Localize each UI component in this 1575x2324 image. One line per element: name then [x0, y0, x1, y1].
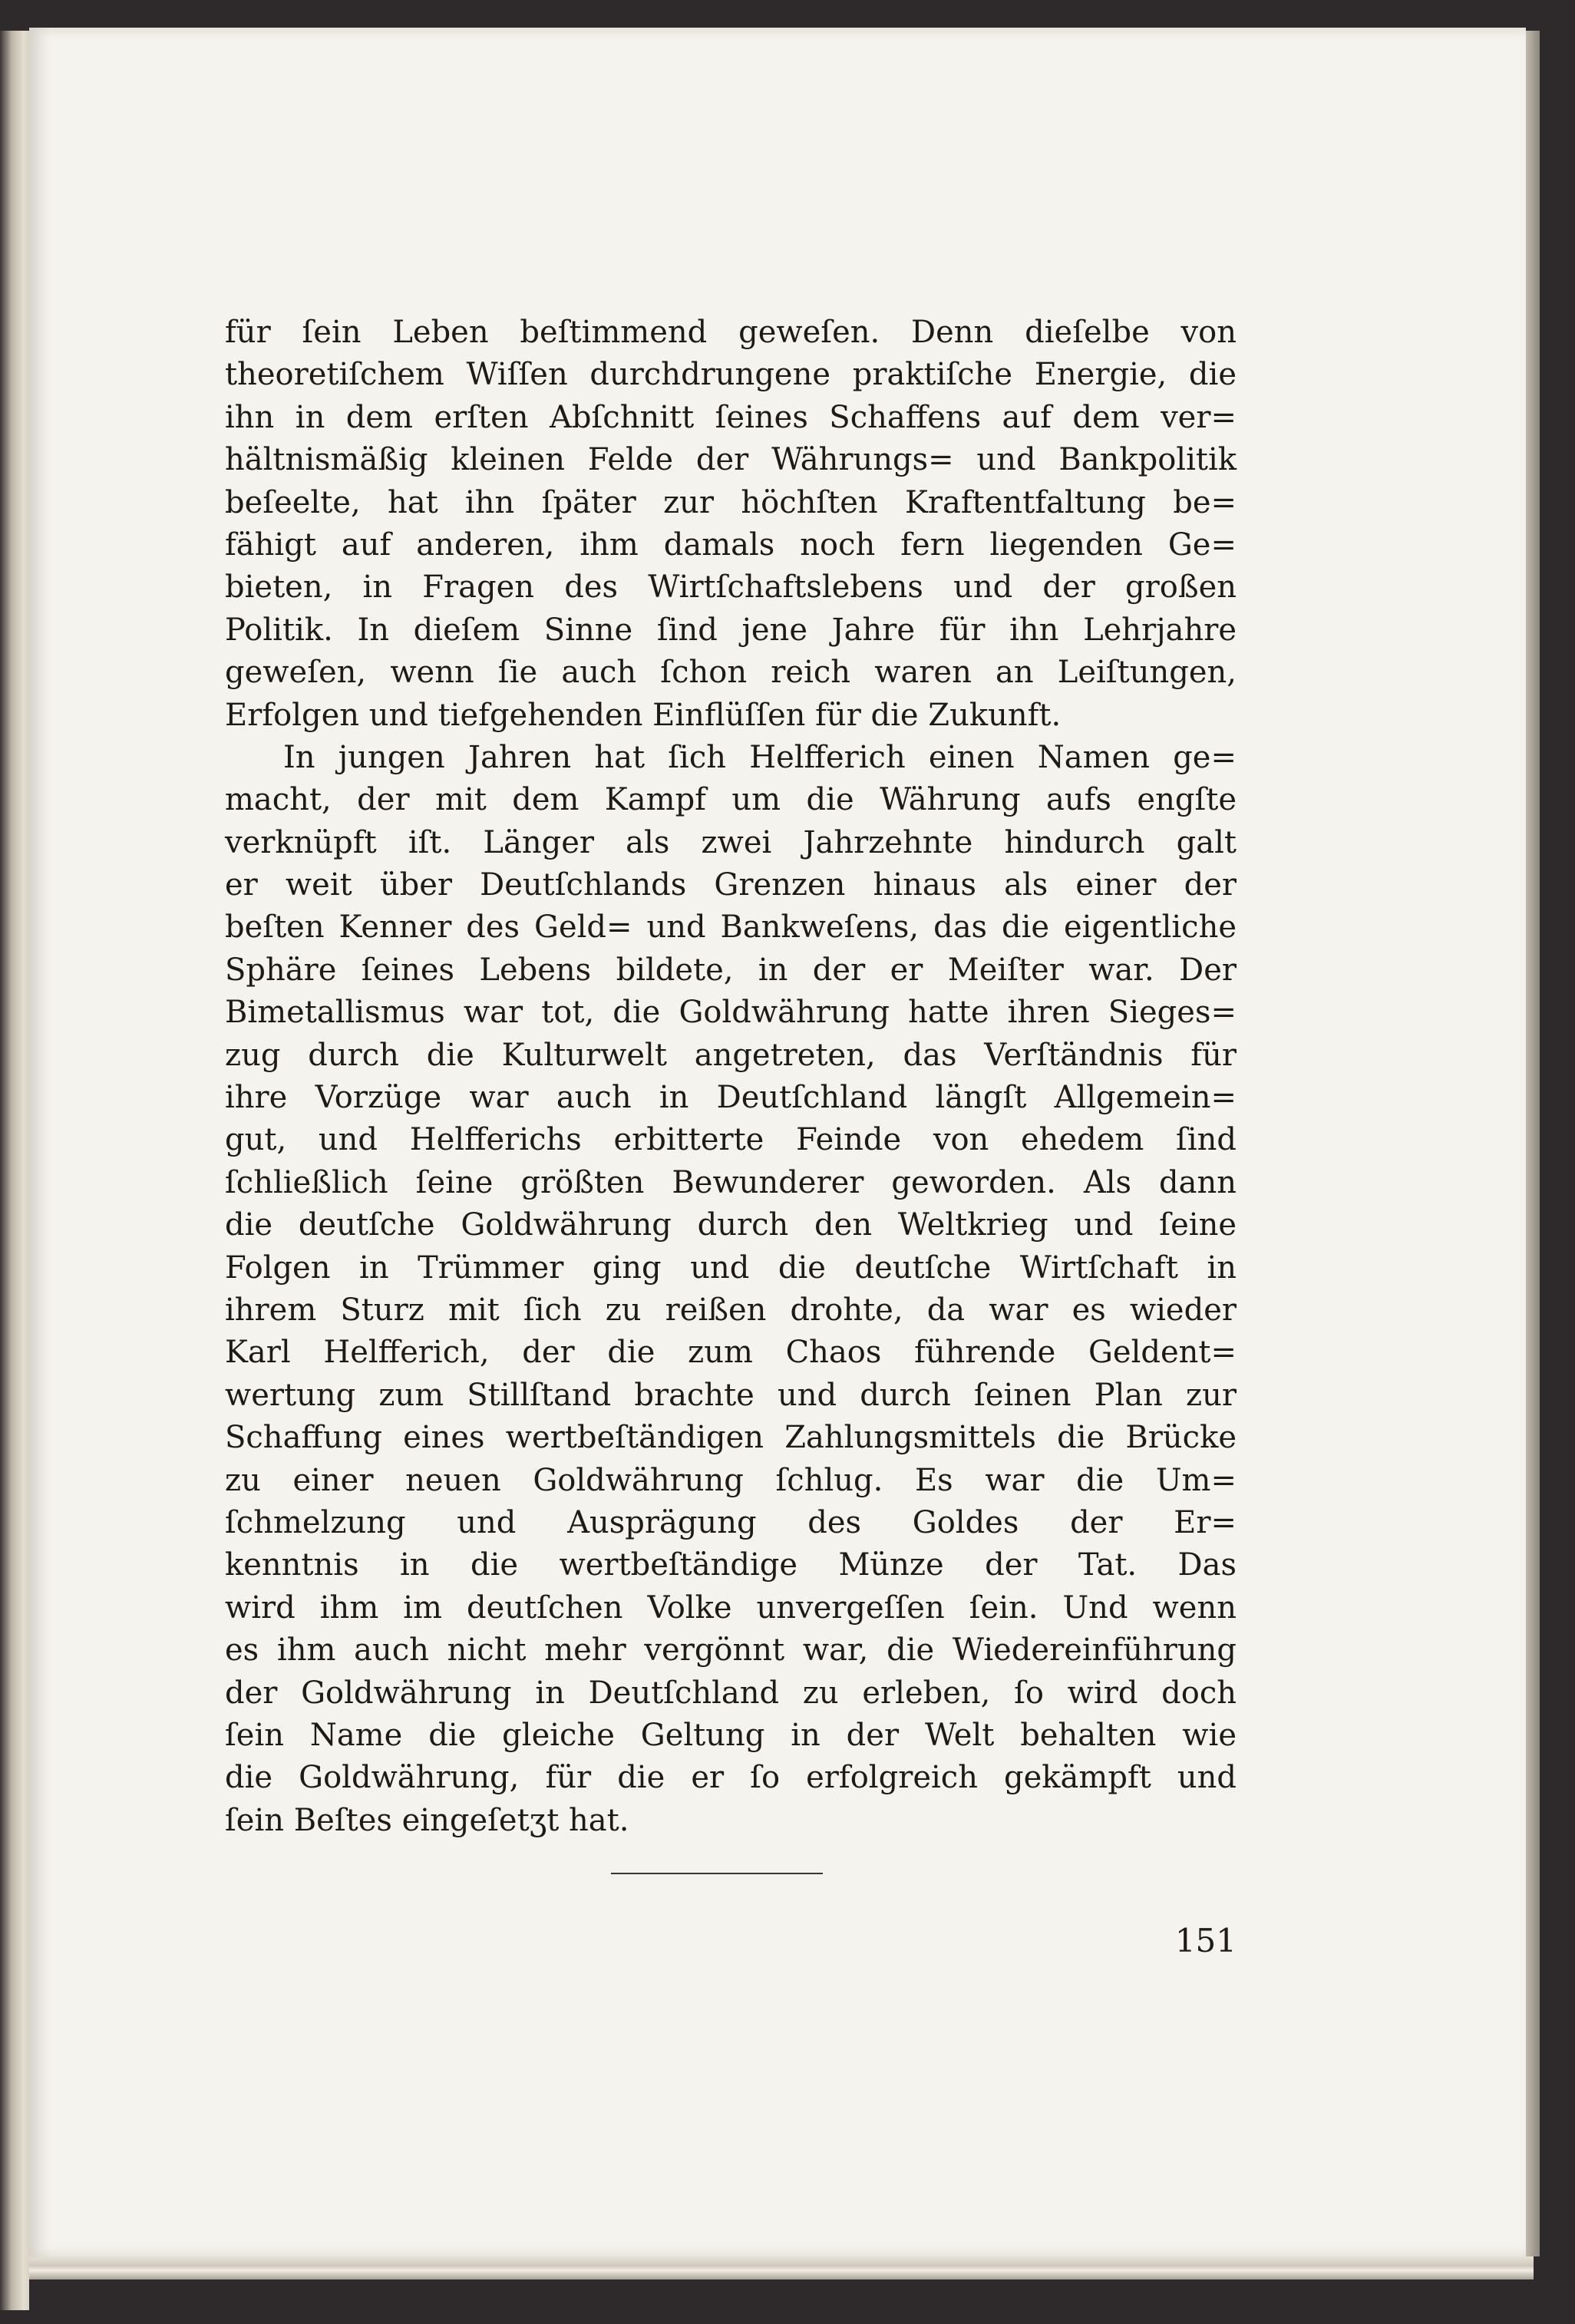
text-line: beſten Kenner des Geld= und Bankweſens, das die eigentliche: [225, 909, 1237, 946]
text-line: die Goldwährung, für die er ſo erfolgreich gekämpft und: [225, 1760, 1237, 1796]
text-line: ihre Vorzüge war auch in Deutſchland längſt Allgemein=: [225, 1080, 1237, 1116]
text-line: ihn in dem erſten Abſchnitt ſeines Schaffens auf dem ver=: [225, 399, 1237, 435]
text-line: wird ihm im deutſchen Volke unvergeſſen ſein. Und wenn: [225, 1589, 1237, 1626]
text-line: ihrem Sturz mit ſich zu reißen drohte, da war es wieder: [225, 1292, 1237, 1328]
text-line: Erfolgen und tiefgehenden Einflüſſen für die Zukunft.: [225, 697, 1062, 733]
text-line: für ſein Leben beſtimmend geweſen. Denn dieſelbe von: [225, 315, 1237, 350]
text-line: ſchmelzung und Ausprägung des Goldes der Er=: [225, 1504, 1237, 1540]
section-end-rule: [611, 1873, 823, 1874]
text-line: Bimetallismus war tot, die Goldwährung hatte ihren Sieges=: [225, 995, 1237, 1031]
text-line: zu einer neuen Goldwährung ſchlug. Es war die Um=: [225, 1462, 1237, 1498]
text-line: hältnismäßig kleinen Felde der Währungs= und Bankpolitik: [225, 442, 1237, 478]
text-line: es ihm auch nicht mehr vergönnt war, die Wiedereinführung: [225, 1632, 1237, 1669]
text-line: beſeelte, hat ihn ſpäter zur höchſten Kraftentfaltung be=: [225, 484, 1237, 520]
text-line: verknüpft iſt. Länger als zwei Jahrzehnte hindurch galt: [225, 824, 1237, 860]
text-line: fähigt auf anderen, ihm damals noch fern liegenden Ge=: [225, 527, 1237, 563]
text-line: wertung zum Stillſtand brachte und durch ſeinen Plan zur: [225, 1377, 1237, 1413]
page-number: 151: [1174, 1922, 1237, 1959]
text-line: Schaffung eines wertbeſtändigen Zahlungsmittels die Brücke: [225, 1420, 1237, 1456]
text-line: Politik. In dieſem Sinne ſind jene Jahre für ihn Lehrjahre: [225, 612, 1237, 648]
text-line: ſchließlich ſeine größten Bewunderer geworden. Als dann: [225, 1164, 1237, 1200]
text-line: die deutſche Goldwährung durch den Weltkrieg und ſeine: [225, 1207, 1237, 1243]
text-line: kenntnis in die wertbeſtändige Münze der Tat. Das: [225, 1547, 1237, 1583]
text-line: macht, der mit dem Kampf um die Währung aufs engſte: [225, 782, 1237, 818]
body-text: [225, 312, 1237, 1842]
text-line: Sphäre ſeines Lebens bildete, in der er Meiſter war. Der: [225, 952, 1237, 988]
text-line: er weit über Deutſchlands Grenzen hinaus als einer der: [225, 867, 1237, 903]
left-page-edge: [0, 31, 29, 2310]
book-page: [29, 28, 1526, 2257]
text-line: Karl Helfferich, der die zum Chaos führende Geldent=: [225, 1335, 1237, 1371]
text-line: In jungen Jahren hat ſich Helfferich einen Namen ge=: [283, 739, 1237, 775]
bottom-page-edge: [29, 2256, 1534, 2279]
text-line: gut, und Helfferichs erbitterte Feinde von ehedem ſind: [225, 1122, 1237, 1158]
text-line: geweſen, wenn ſie auch ſchon reich waren an Leiſtungen,: [225, 655, 1237, 691]
text-line: theoretiſchem Wiſſen durchdrungene praktiſche Energie, die: [225, 357, 1237, 393]
text-line: bieten, in Fragen des Wirtſchaftslebens und der großen: [225, 569, 1237, 606]
text-line: ſein Beſtes eingeſetʒt hat.: [225, 1802, 629, 1838]
text-line: der Goldwährung in Deutſchland zu erleben, ſo wird doch: [225, 1675, 1237, 1711]
text-line: zug durch die Kulturwelt angetreten, das Verſtändnis für: [225, 1037, 1237, 1073]
text-line: ſein Name die gleiche Geltung in der Welt behalten wie: [225, 1717, 1237, 1753]
text-line: Folgen in Trümmer ging und die deutſche Wirtſchaft in: [225, 1249, 1237, 1286]
